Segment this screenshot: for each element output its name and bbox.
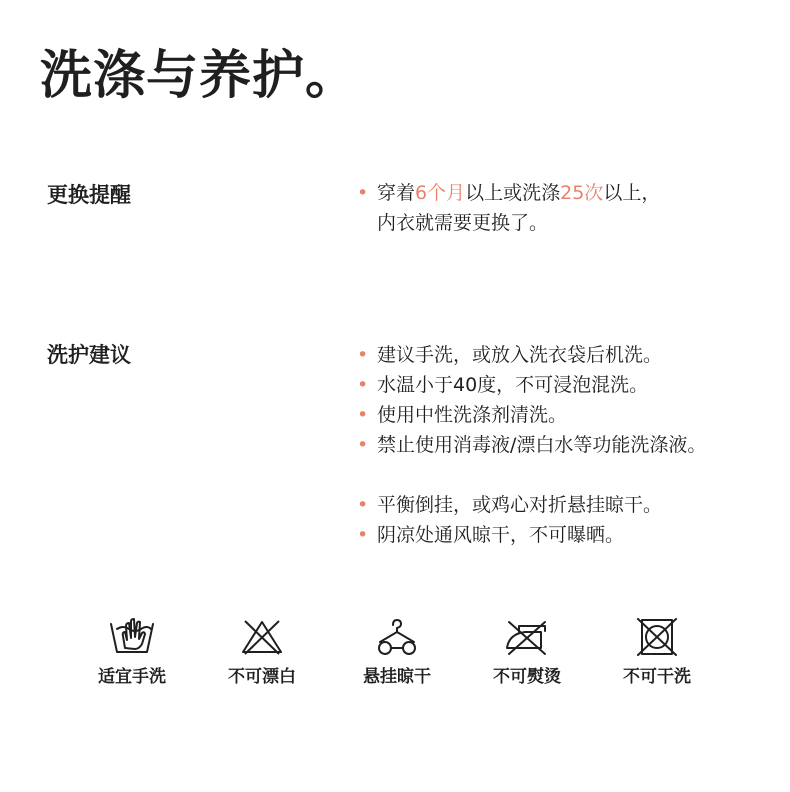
- list-item: [357, 400, 706, 430]
- care-icons-row: [0, 618, 790, 698]
- highlight-duration: 6个月: [415, 182, 466, 204]
- no-iron-icon: [503, 618, 551, 656]
- text-segment: 穿着: [377, 182, 416, 204]
- list-item: [357, 520, 706, 550]
- care-advice-heading: 洗护建议: [47, 343, 131, 367]
- icon-label: 不可熨烫: [493, 667, 561, 687]
- list-item-text: 使用中性洗涤剂清洗。: [377, 404, 568, 426]
- hand-wash-icon: [108, 618, 156, 656]
- bullet-dot: •: [357, 494, 369, 516]
- list-item: [357, 178, 660, 208]
- list-item-text: 阴凉处通风晾干，不可曝晒。: [377, 524, 625, 546]
- no-dry-clean-icon: [633, 618, 681, 656]
- highlight-wash-count: 25次: [560, 182, 604, 204]
- icon-label: 不可干洗: [623, 667, 691, 687]
- bullet-dot: •: [357, 434, 369, 456]
- list-item-continued: [357, 208, 660, 238]
- list-item: [357, 340, 706, 370]
- bullet-dot: •: [357, 182, 369, 204]
- care-icon-hand-wash: [72, 618, 192, 688]
- list-item: [357, 370, 706, 400]
- care-icon-no-iron: [467, 618, 587, 688]
- list-item-text: 平衡倒挂，或鸡心对折悬挂晾干。: [377, 494, 663, 516]
- icon-label: 不可漂白: [228, 667, 296, 687]
- list-item-text: 禁止使用消毒液/漂白水等功能洗涤液。: [377, 434, 707, 456]
- hang-dry-icon: [373, 618, 421, 656]
- care-icon-no-bleach: [202, 618, 322, 688]
- text-segment: 以上，: [603, 182, 661, 204]
- care-advice-list: [357, 340, 706, 550]
- icon-label: 悬挂晾干: [363, 667, 431, 687]
- list-item: [357, 430, 706, 460]
- text-segment: 内衣就需要更换了。: [377, 212, 549, 234]
- list-item: [357, 490, 706, 520]
- bullet-dot: •: [357, 344, 369, 366]
- list-item-text: 水温小于40度，不可浸泡混洗。: [377, 374, 649, 396]
- care-icon-no-dry-clean: [597, 618, 717, 688]
- icon-label: 适宜手洗: [98, 667, 166, 687]
- page-title: 洗涤与养护。: [40, 46, 359, 106]
- care-icon-hang-dry: [337, 618, 457, 688]
- replace-reminder-list: [357, 178, 660, 238]
- bullet-dot: •: [357, 524, 369, 546]
- bullet-dot: •: [357, 374, 369, 396]
- replace-reminder-heading: 更换提醒: [47, 183, 131, 207]
- text-segment: 以上或洗涤: [465, 182, 561, 204]
- bullet-dot: •: [357, 404, 369, 426]
- list-item-text: 建议手洗，或放入洗衣袋后机洗。: [377, 344, 663, 366]
- no-bleach-icon: [238, 618, 286, 656]
